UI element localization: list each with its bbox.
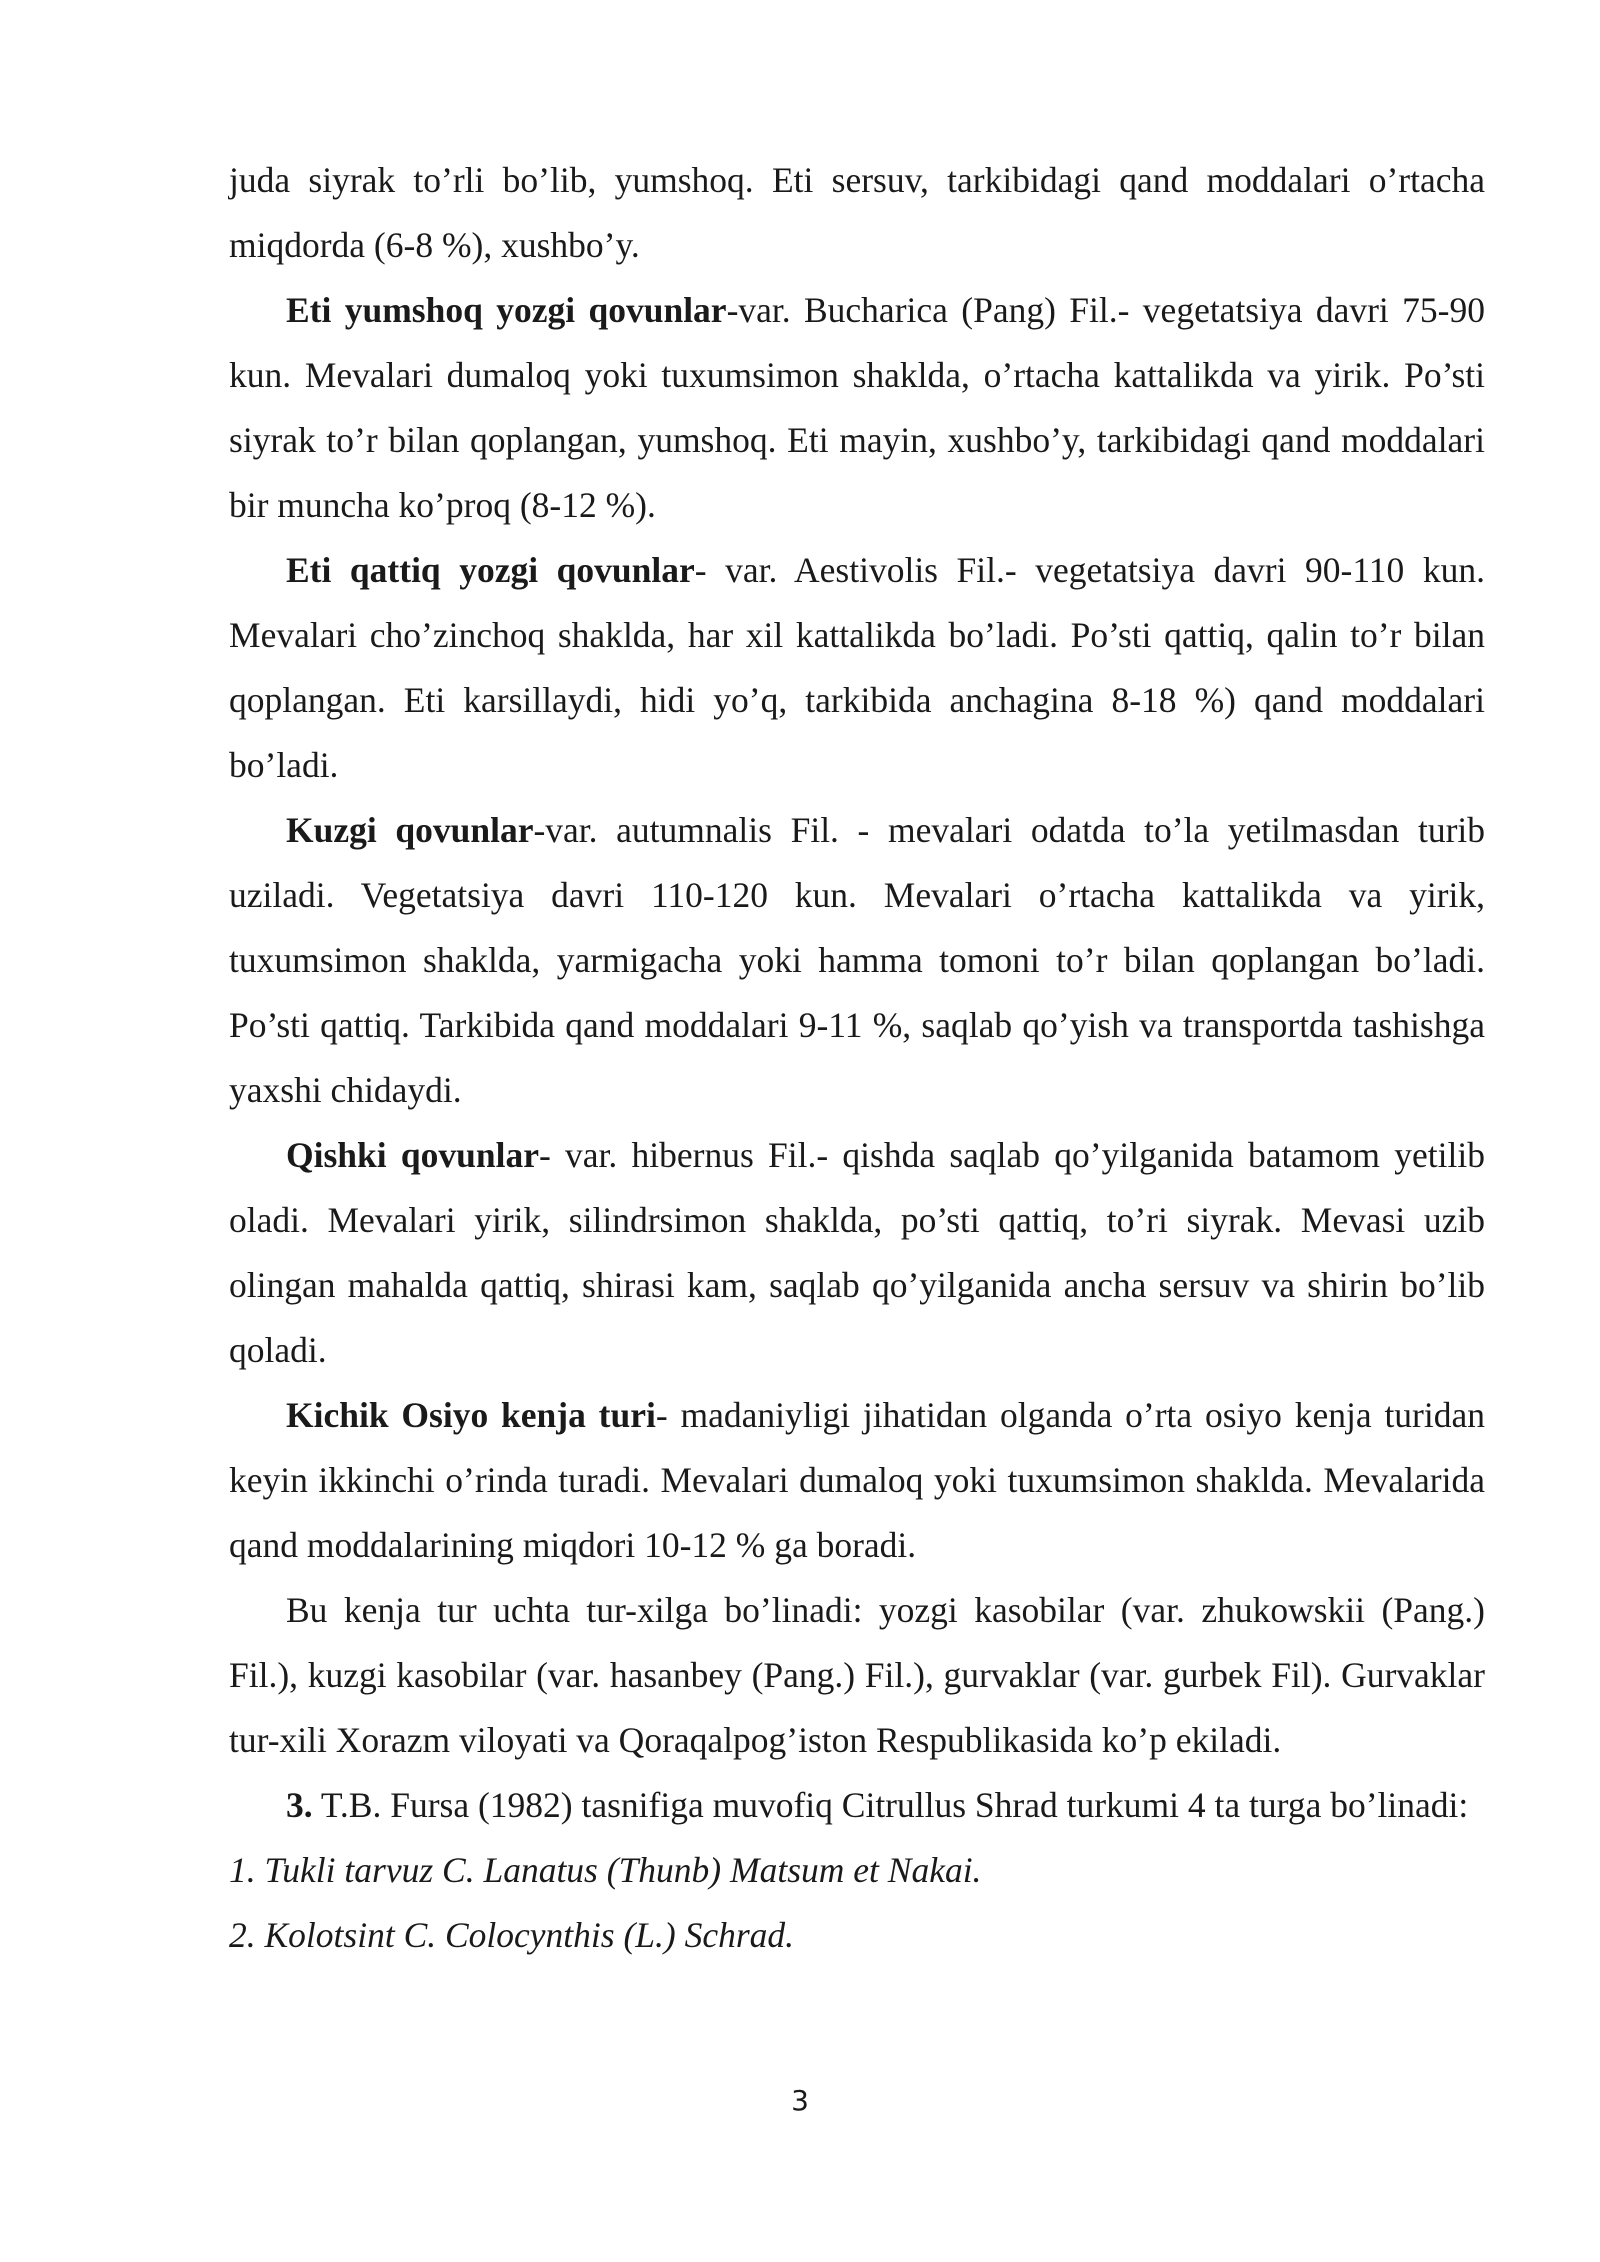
term-heading: Kuzgi qovunlar [286, 810, 534, 850]
page-number: 3 [791, 2084, 809, 2117]
list-item: 2. Kolotsint C. Colocynthis (L.) Schrad. [229, 1915, 795, 1955]
paragraph-subspecies-varieties [229, 1578, 1485, 1773]
paragraph-text: - madaniyligi jihatidan olganda o’rta osiyo kenja turidan keyin ikkinchi o’rinda turadi. Mevalari dumaloq yoki tuxumsimon shaklda. Mevalarida qand moddalarining miqdori 10-12 % ga boradi. [229, 1395, 1485, 1565]
paragraph-text: -var. Bucharica (Pang) Fil.- vegetatsiya davri 75-90 kun. Mevalari dumaloq yoki tuxumsimon shaklda, o’rtacha kattalikda va yirik. Po’sti siyrak to’r bilan qoplangan, yumshoq. Eti mayin, xushbo’y, tarkibidagi qand moddalari bir muncha ko’proq (8-12 %). [229, 290, 1485, 525]
term-heading: Qishki qovunlar [286, 1135, 539, 1175]
paragraph-text: T.B. Fursa (1982) tasnifiga muvofiq Citrullus Shrad turkumi 4 ta turga bo’linadi: [312, 1785, 1469, 1825]
paragraph-hard-summer-melons [229, 538, 1485, 798]
section-number: 3. [286, 1785, 313, 1825]
paragraph-text: juda siyrak to’rli bo’lib, yumshoq. Eti sersuv, tarkibidagi qand moddalari o’rtacha miqdorda (6-8 %), xushbo’y. [229, 160, 1485, 265]
term-heading: Kichik Osiyo kenja turi [286, 1395, 656, 1435]
term-heading: Eti qattiq yozgi qovunlar [286, 550, 695, 590]
paragraph-text: - var. Aestivolis Fil.- vegetatsiya davri 90-110 kun. Mevalari cho’zinchoq shaklda, har xil kattalikda bo’ladi. Po’sti qattiq, qalin to’r bilan qoplangan. Eti karsillaydi, hidi yo’q, tarkibida anchagina 8-18 %) qand moddalari bo’ladi. [229, 550, 1485, 785]
paragraph-text: Bu kenja tur uchta tur-xilga bo’linadi: yozgi kasobilar (var. zhukowskii (Pang.) Fil.), kuzgi kasobilar (var. hasanbey (Pang.) Fil.), gurvaklar (var. gurbek Fil). Gurvaklar tur-xili Xorazm viloyati va Qoraqalpog’iston Respublikasida ko’p ekiladi. [229, 1590, 1485, 1760]
paragraph-section-3 [229, 1773, 1485, 1838]
paragraph-winter-melons [229, 1123, 1485, 1383]
paragraph-continuation [229, 148, 1485, 278]
term-heading: Eti yumshoq yozgi qovunlar [286, 290, 727, 330]
paragraph-soft-summer-melons [229, 278, 1485, 538]
paragraph-autumn-melons [229, 798, 1485, 1123]
paragraph-text: -var. autumnalis Fil. - mevalari odatda to’la yetilmasdan turib uziladi. Vegetatsiya davri 110-120 kun. Mevalari o’rtacha kattalikda va yirik, tuxumsimon shaklda, yarmigacha yoki hamma tomoni to’r bilan qoplangan bo’ladi. Po’sti qattiq. Tarkibida qand moddalari 9-11 %, saqlab qo’yish va transportda tashishga yaxshi chidaydi. [229, 810, 1485, 1110]
list-item: 1. Tukli tarvuz C. Lanatus (Thunb) Matsum et Nakai. [229, 1850, 982, 1890]
body-text [229, 148, 1485, 1968]
paragraph-asia-minor-subspecies [229, 1383, 1485, 1578]
paragraph-text: - var. hibernus Fil.- qishda saqlab qo’yilganida batamom yetilib oladi. Mevalari yirik, silindrsimon shaklda, po’sti qattiq, to’ri siyrak. Mevasi uzib olingan mahalda qattiq, shirasi kam, saqlab qo’yilganida ancha sersuv va shirin bo’lib qoladi. [229, 1135, 1485, 1370]
